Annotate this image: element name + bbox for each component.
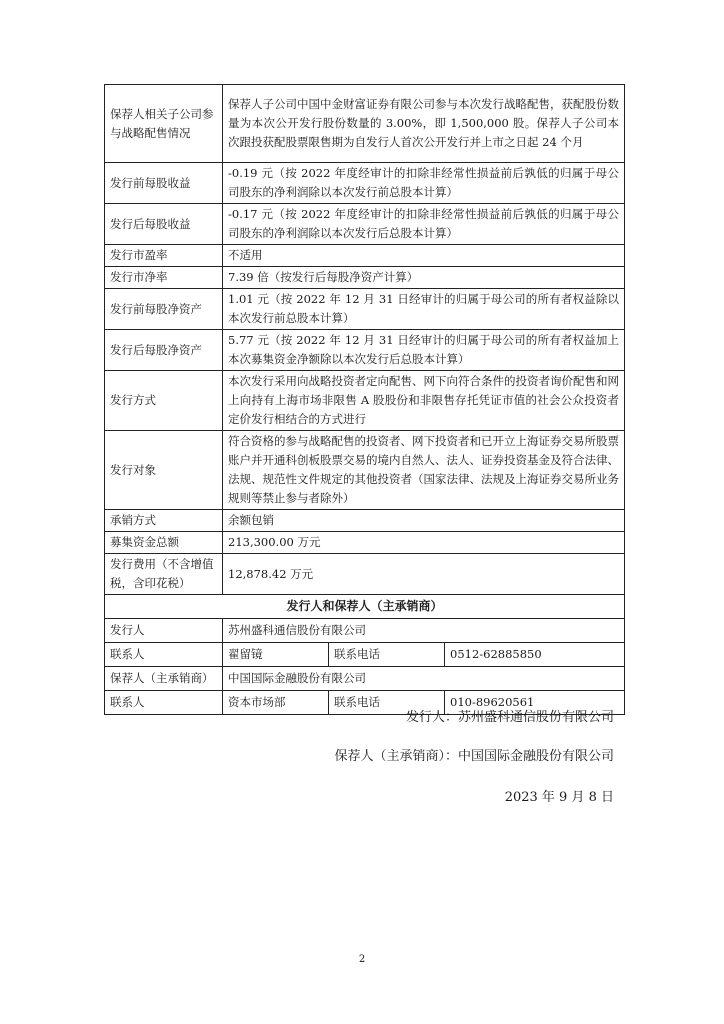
offering-info-table [104, 84, 625, 715]
table-row [105, 267, 625, 289]
table-row [105, 330, 625, 371]
row-label: 发行后每股净资产 [105, 330, 223, 371]
table-row [105, 510, 625, 532]
row-value: -0.17 元（按 2022 年度经审计的扣除非经常性损益前后孰低的归属于母公司股东的净利润除以本次发行后总股本计算） [223, 204, 625, 245]
row-label: 发行对象 [105, 431, 223, 510]
contact-label: 联系人 [105, 643, 223, 667]
issuer-value: 苏州盛科通信股份有限公司 [223, 619, 625, 643]
contact-name: 资本市场部 [223, 691, 329, 715]
row-label: 发行市净率 [105, 267, 223, 289]
row-value: 5.77 元（按 2022 年 12 月 31 日经审计的归属于母公司的所有者权益加上本次募集资金净额除以本次发行后总股本计算） [223, 330, 625, 371]
row-label: 发行市盈率 [105, 245, 223, 267]
issuer-signature-line: 发行人：苏州盛科通信股份有限公司 [405, 710, 614, 725]
contact-name: 翟留镜 [223, 643, 329, 667]
row-label: 保荐人相关子公司参与战略配售情况 [105, 85, 223, 163]
sponsor-row [105, 667, 625, 691]
table-row [105, 289, 625, 330]
section-header-row [105, 595, 625, 619]
table-row [105, 554, 625, 595]
row-value: 12,878.42 万元 [223, 554, 625, 595]
phone-label: 联系电话 [329, 643, 445, 667]
row-value: 保荐人子公司中国中金财富证券有限公司参与本次发行战略配售，获配股份数量为本次公开发行股份数量的 3.00%，即 1,500,000 股。保荐人子公司本次跟投获配股票限售期为自发行人首次公开发行并上市之日起 24 个月 [223, 85, 625, 163]
phone-value: 010-89620561 [445, 691, 625, 715]
row-label: 发行前每股净资产 [105, 289, 223, 330]
row-label: 发行方式 [105, 371, 223, 431]
table-row [105, 431, 625, 510]
issuer-row [105, 619, 625, 643]
signature-date: 2023 年 9 月 8 日 [504, 790, 614, 805]
row-label: 发行后每股收益 [105, 204, 223, 245]
page-number: 2 [358, 954, 366, 965]
row-value: 1.01 元（按 2022 年 12 月 31 日经审计的归属于母公司的所有者权益除以本次发行前总股本计算） [223, 289, 625, 330]
sponsor-label: 保荐人（主承销商） [105, 667, 223, 691]
row-value: 本次发行采用向战略投资者定向配售、网下向符合条件的投资者询价配售和网上向持有上海市场非限售 A 股股份和非限售存托凭证市值的社会公众投资者定价发行相结合的方式进行 [223, 371, 625, 431]
section-title: 发行人和保荐人（主承销商） [105, 595, 625, 619]
row-value: 符合资格的参与战略配售的投资者、网下投资者和已开立上海证券交易所股票账户并开通科创板股票交易的境内自然人、法人、证券投资基金及符合法律、法规、规范性文件规定的其他投资者（国家法律、法规及上海证券交易所业务规则等禁止参与者除外） [223, 431, 625, 510]
row-value: 不适用 [223, 245, 625, 267]
row-value: -0.19 元（按 2022 年度经审计的扣除非经常性损益前后孰低的归属于母公司股东的净利润除以本次发行前总股本计算） [223, 163, 625, 204]
contact-row [105, 643, 625, 667]
issuer-label: 发行人 [105, 619, 223, 643]
table-row [105, 204, 625, 245]
table-row [105, 245, 625, 267]
row-label: 发行前每股收益 [105, 163, 223, 204]
phone-label: 联系电话 [329, 691, 445, 715]
row-value: 余额包销 [223, 510, 625, 532]
table-row [105, 532, 625, 554]
table-row [105, 371, 625, 431]
row-value: 213,300.00 万元 [223, 532, 625, 554]
table-row [105, 85, 625, 163]
row-label: 募集资金总额 [105, 532, 223, 554]
row-value: 7.39 倍（按发行后每股净资产计算） [223, 267, 625, 289]
contact-label: 联系人 [105, 691, 223, 715]
row-label: 发行费用（不含增值税，含印花税） [105, 554, 223, 595]
sponsor-signature-line: 保荐人（主承销商）：中国国际金融股份有限公司 [334, 749, 614, 764]
table-row [105, 163, 625, 204]
phone-value: 0512-62885850 [445, 643, 625, 667]
row-label: 承销方式 [105, 510, 223, 532]
sponsor-value: 中国国际金融股份有限公司 [223, 667, 625, 691]
